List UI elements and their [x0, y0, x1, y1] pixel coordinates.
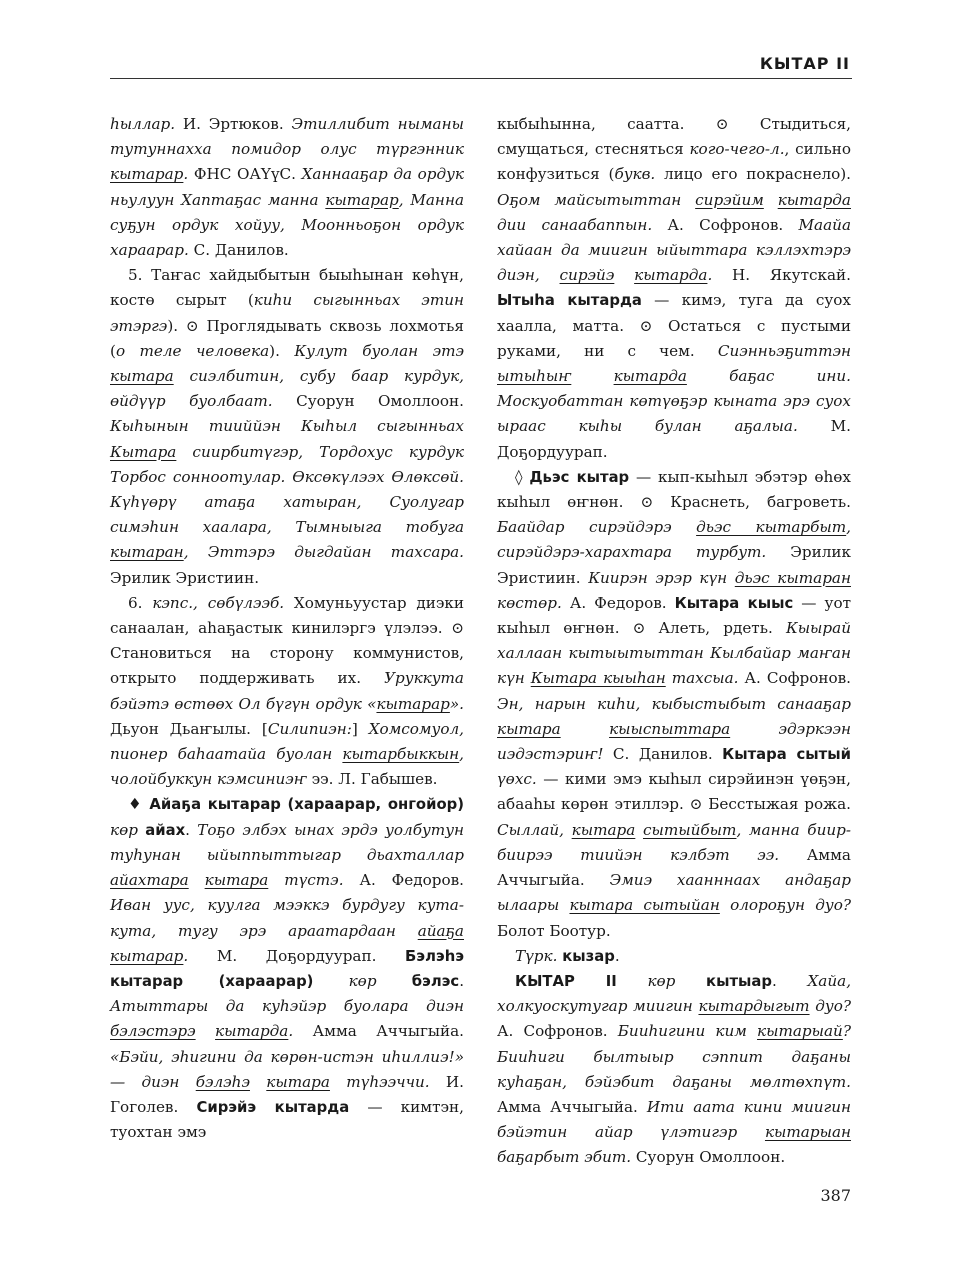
right-column [497, 112, 851, 1171]
dictionary-paragraph: КЫТАР II көр кытыар. Хайа, холкуоскутугар миигин кытардыгыт дуо? А. Софронов. Бииһигини ким кытарыай? Бииһиги былтыыр сэппит даҕаны куһаҕан, бэйэбит даҕаны мөлтөхпүт. Амма Аччыгыйа. Ити аата кини миигин бэйэтин айар үлэтигэр кытарыан баҕарбыт эбит. Суорун Омоллоон. [497, 971, 852, 1167]
page-number: 387 [820, 1186, 851, 1205]
dictionary-paragraph: ◊ Дьэс кытар — кып-кыһыл эбэтэр өһөх кыһыл өҥнөн. ⊙ Краснеть, багроветь. Баайдар сирэйдэрэ дьэс кытарбыт, сирэйдэрэ-харахтара турбут. Эрилик Эристиин. Киирэн эрэр күн дьэс кытаран көстөр. А. Федоров. Кытара кыыс — уот кыһыл өҥнөн. ⊙ Алеть, рдеть. Кыырай халлаан кытыытыттан Кылбайар маҥан күн Кытара кыыһан тахсыа. А. Софронов. Эн, нарын киһи, кыбыстыбыт санааҕар кытара кыыспыттара эдэркээн иэдэстэриҥ! С. Данилов. Кытара сытый үөхс. — кими эмэ кыһыл сирэйинэн үөҕэн, абааһы көрөн этиллэр. ⊙ Бесстыжая рожа. Сыллай, кытара сытыйбыт, манна биир-биирээ тиийэн кэлбэт ээ. Амма Аччыгыйа. Эмиэ хаанннаах андаҕар ылаары кытара сытыйан олороҕун дуо? Болот Боотур. [497, 467, 852, 940]
running-head-title: КЫТАР II [759, 54, 850, 73]
dictionary-paragraph: ♦ Айаҕа кытарар (хараарар, онгойор) көр айах. Тоҕо элбэх ынах эрдэ уолбутун туһунан ыйыппыттыгар дьахталлар айахтара кытара түстэ. А. Федоров. Иван уус, куулга мээккэ бурдугу кута-кута, тугу эрэ араатардаан айаҕа кытарар. М. Доҕордуурап. Бэлэһэ кытарар (хараарар) көр бэлэс. Атыттары да куһэйэр буолара диэн бэлэстэрэ кытарда. Амма Аччыгыйа. «Бэйи, эһигини да көрөн-истэн иһиллиэ!» — диэн бэлэһэ кытара түһээччи. И. Гоголев. Сирэйэ кытарда — кимтэн, туохтан эмэ [110, 795, 465, 1142]
left-column [110, 112, 464, 1145]
dictionary-paragraph: 5. Таҥас хайдыбытын быыһынан көһүн, костө сырыт (киһи сыгынньах этин этэргэ). ⊙ Проглядывать сквозь лохмотья (о теле человека). Кулут буолан этэ кытара сиэлбитин, субу баар курдук, өйдүүр буолбаат. Суорун Омоллоон. Кыһынын тииййэн Кыһыл сыгынньах Кытара сиирбитүгэр, Тордохус курдук Торбос сонноотулар. Өксөкүлээх Өлөксөй. Күһүөрү атаҕа хатыран, Суолугар симэһин хаалара, Тымныыга тобуга кытаран, Эттэрэ дыгдайан тахсара. Эрилик Эристиин. [110, 266, 464, 587]
dictionary-paragraph: кыбыһынна, саатта. ⊙ Стыдиться, смущаться, стесняться кого-чего-л., сильно конфузиться (букв. лицо его покраснело). Оҕом майсытыттан сирэйим кытарда дии санаабаппын. А. Софронов. Маайа хайаан да миигин ыйыттара кэллэхтэрэ диэн, сирэйэ кытарда. Н. Якутскай. Ытыһа кытарда — кимэ, туга да суох хаалла, матта. ⊙ Остаться с пустыми руками, ни с чем. Сиэнньэҕиттэн ытыһыҥ кытарда баҕас ини. Москуобаттан көтүөҕэр кыната эрэ суох ыраас кыһы булан аҕалыа. М. Доҕордуурап. [497, 115, 852, 461]
dictionary-paragraph: Түрк. кызар. [515, 946, 620, 965]
dictionary-paragraph: 6. кэпс., сөбүлээб. Хомуньуустар диэки санаалан, аһаҕастык кинилэргэ үлэлээ. ⊙ Становиться на сторону коммунистов, открыто поддерживать их. Уруккута бэйэтэ өстөөх Ол бүгүн ордук «кытарар». Дьуон Дьаҥылы. [Силипиэн:] Хомсомуол, пионер баһаатайа буолан кытарбыккын, чолойбуккун кэмсиниэҥ ээ. Л. Габышев. [110, 593, 465, 789]
running-head [110, 52, 852, 79]
dictionary-paragraph: һыллар. И. Эртюков. Этиллибит ныманы тутуннахха помидор олус түргэнник кытарар. ФНС ОАҮүС. Ханнааҕар да ордук ньулуун Хаптаҕас манна кытарар, Манна суҕун ордук хойуу, Моонньоҕон ордук хараарар. С. Данилов. [110, 115, 464, 260]
